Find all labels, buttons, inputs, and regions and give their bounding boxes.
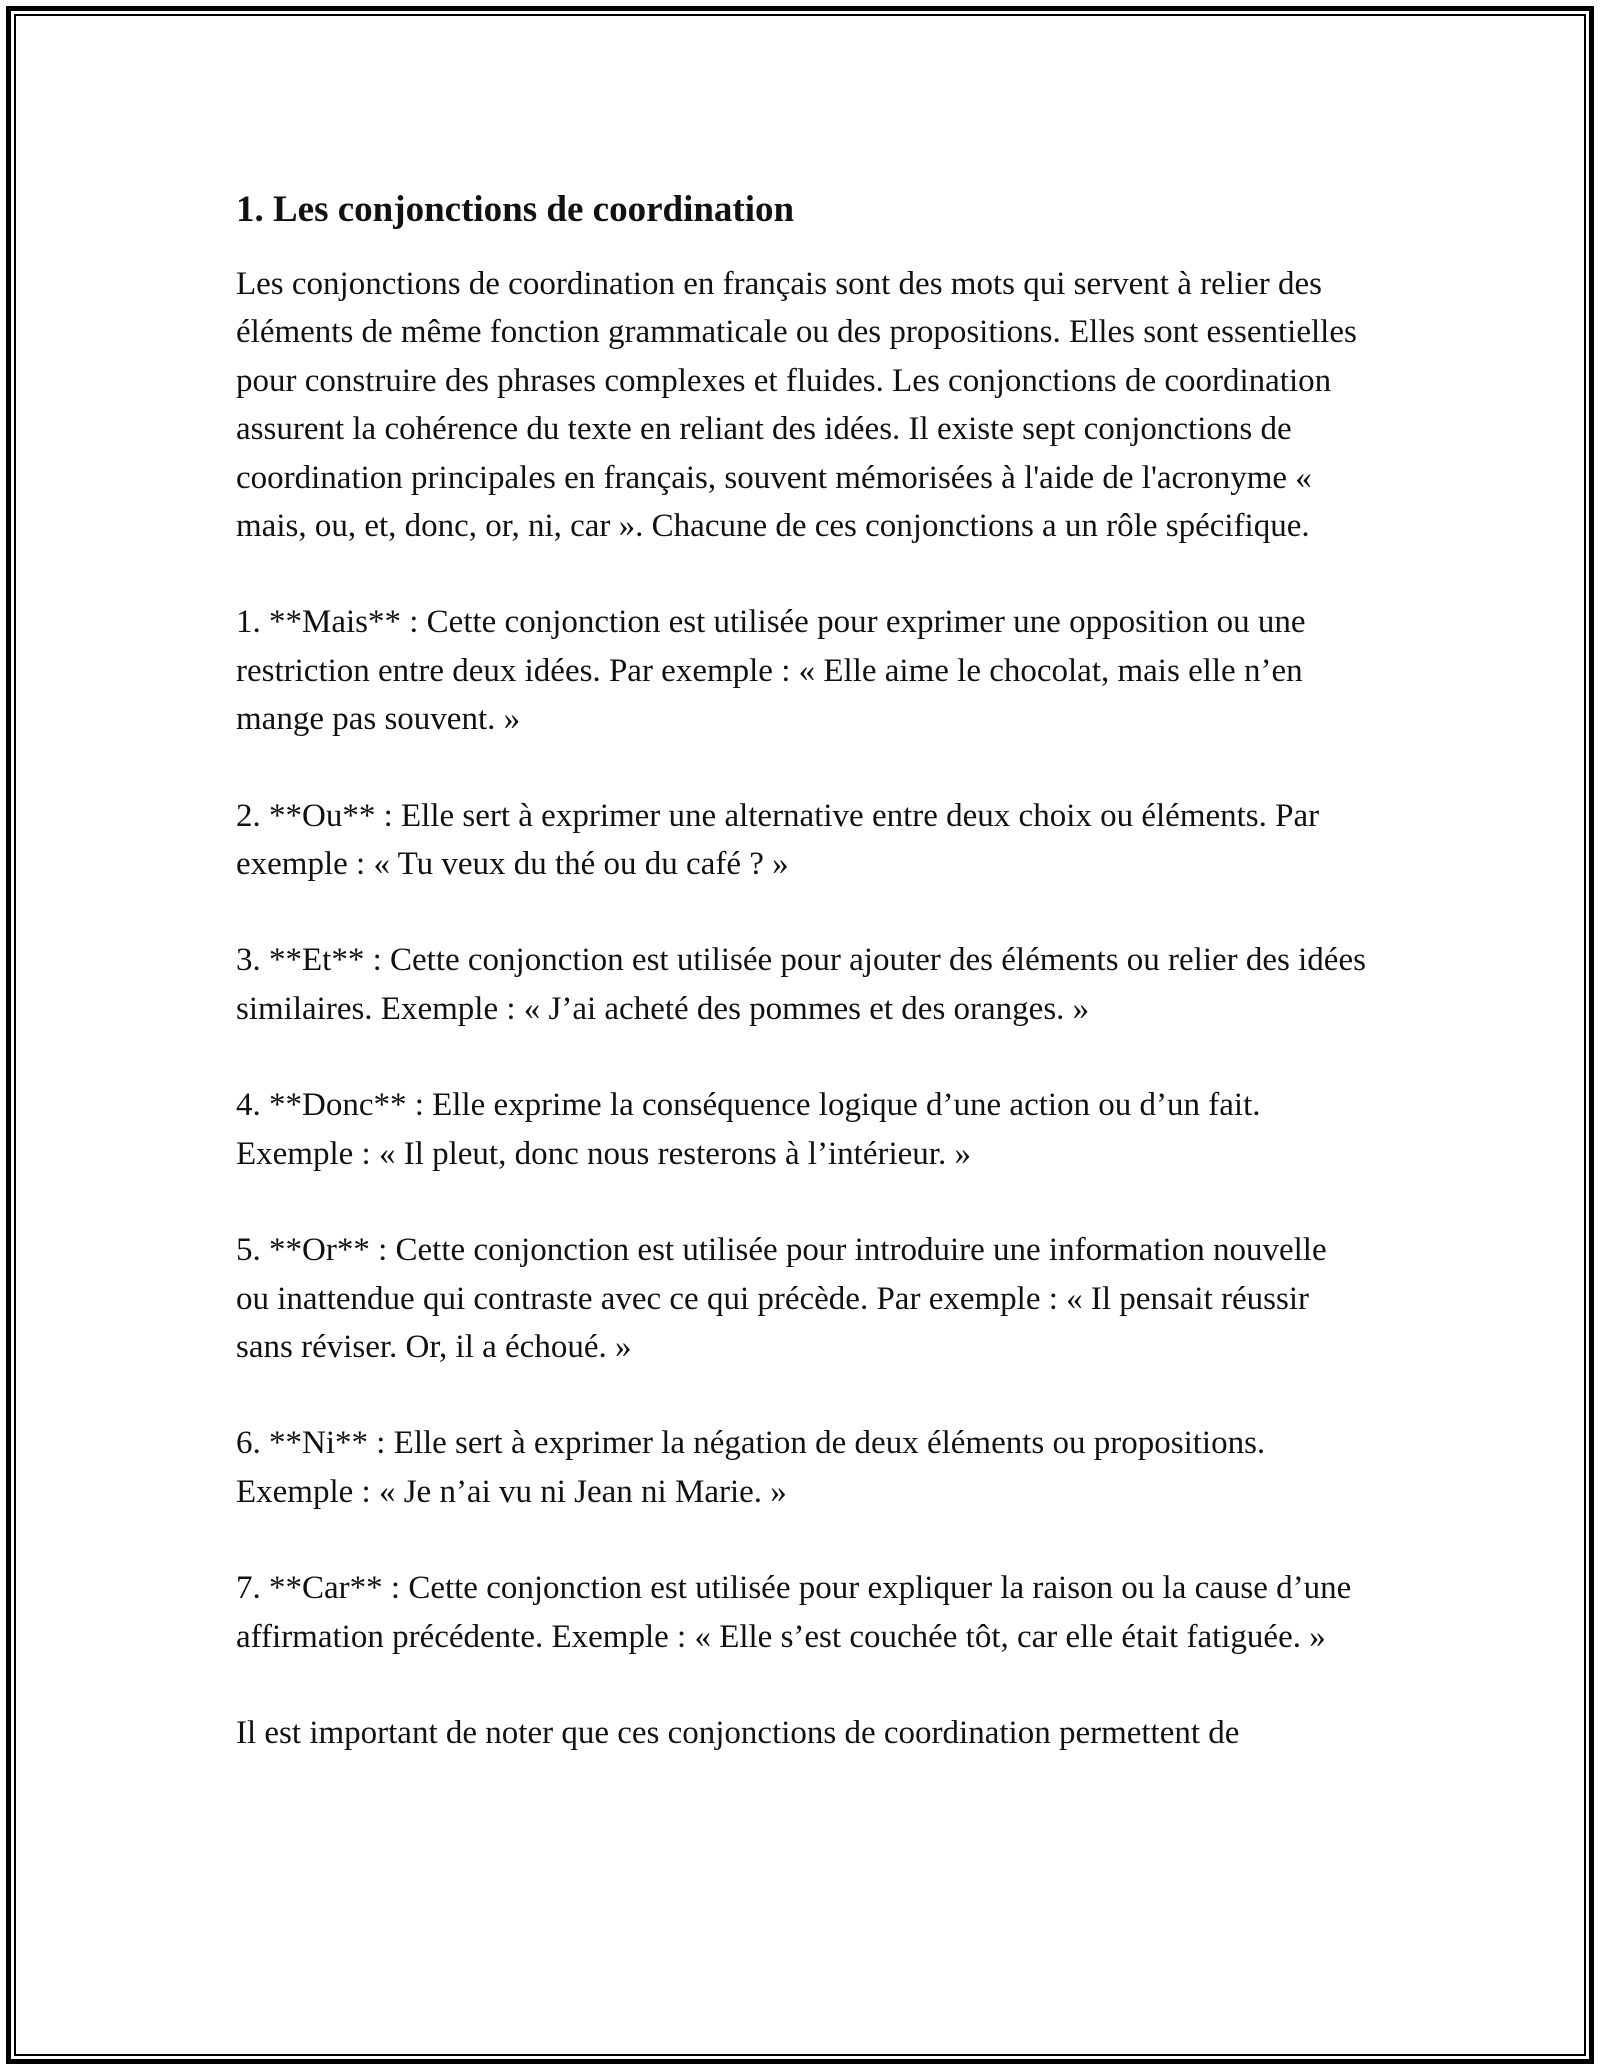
closing-paragraph: Il est important de noter que ces conjonctions de coordination permettent de — [236, 1714, 1240, 1751]
document-body — [236, 186, 1366, 1757]
section-title: 1. Les conjonctions de coordination — [236, 189, 795, 230]
list-item-mais: 1. **Mais** : Cette conjonction est utilisée pour exprimer une opposition ou une restriction entre deux idées. Par exemple : « Elle aime le chocolat, mais elle n’en mange pas souvent. » — [236, 604, 1306, 738]
list-item-or: 5. **Or** : Cette conjonction est utilisée pour introduire une information nouvelle ou inattendue qui contraste avec ce qui précède. Par exemple : « Il pensait réussir sans réviser. Or, il a échoué. » — [236, 1232, 1327, 1365]
list-item-car: 7. **Car** : Cette conjonction est utilisée pour expliquer la raison ou la cause d’une affirmation précédente. Exemple : « Elle s’est couchée tôt, car elle était fatiguée. » — [236, 1570, 1352, 1655]
list-item-et: 3. **Et** : Cette conjonction est utilisée pour ajouter des éléments ou relier des idées similaires. Exemple : « J’ai acheté des pommes et des oranges. » — [236, 942, 1366, 1027]
intro-paragraph: Les conjonctions de coordination en français sont des mots qui servent à relier des éléments de même fonction grammaticale ou des propositions. Elles sont essentielles pour construire des phrases complexes et fluides. Les conjonctions de coordination assurent la cohérence du texte en reliant des idées. Il existe sept conjonctions de coordination principales en français, souvent mémorisées à l'aide de l'acronyme « mais, ou, et, donc, or, ni, car ». Chacune de ces conjonctions a un rôle spécifique. — [236, 266, 1357, 545]
list-item-donc: 4. **Donc** : Elle exprime la conséquence logique d’une action ou d’un fait. Exemple : « Il pleut, donc nous resterons à l’intérieur. » — [236, 1087, 1261, 1172]
list-item-ni: 6. **Ni** : Elle sert à exprimer la négation de deux éléments ou propositions. Exemple : « Je n’ai vu ni Jean ni Marie. » — [236, 1425, 1266, 1510]
list-item-ou: 2. **Ou** : Elle sert à exprimer une alternative entre deux choix ou éléments. Par exemple : « Tu veux du thé ou du café ? » — [236, 797, 1320, 883]
